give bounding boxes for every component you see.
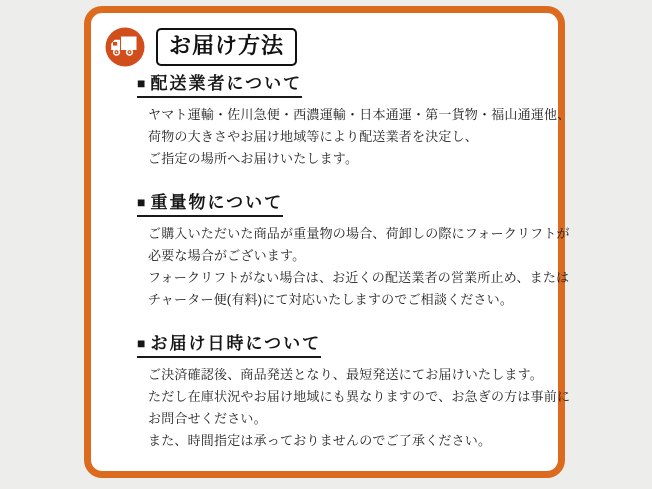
square-bullet-icon: ■ [137,194,148,210]
section-heading [137,188,283,217]
delivery-truck-icon [105,27,145,67]
body-line: ご指定の場所へお届けいたします。 [148,151,359,166]
body-line: 必要な場合がございます。 [148,248,306,263]
body-line: ご購入いただいた商品が重量物の場合、荷卸しの際にフォークリフトが [148,226,570,241]
body-line: チャーター便(有料)にて対応いたしますのでご相談ください。 [148,292,514,307]
square-bullet-icon: ■ [137,75,148,91]
panel-header [105,27,558,67]
section [137,188,570,311]
section-heading-text: 配送業者について [150,74,303,93]
section [137,329,571,452]
square-bullet-icon: ■ [137,335,148,351]
delivery-info-panel [84,6,571,478]
section-body [148,104,571,170]
sections [137,69,571,452]
body-line: また、時間指定は承っておりませんのでご了承ください。 [148,433,492,448]
section-heading-text: 重量物について [150,193,284,212]
body-line: フォークリフトがない場合は、お近くの配送業者の営業所止め、または [148,270,570,285]
section-heading-text: お届け日時について [150,334,322,353]
section [137,69,571,170]
section-heading [137,329,321,358]
body-line: ヤマト運輸・佐川急便・西濃運輸・日本通運・第一貨物・福山通運他、 [148,107,571,122]
section-heading [137,69,302,98]
body-line: ご決済確認後、商品発送となり、最短発送にてお届けいたします。 [148,367,543,382]
body-line: 荷物の大きさやお届け地域等により配送業者を決定し、 [148,129,479,144]
section-body [148,223,570,311]
page-title: お届け方法 [156,28,297,66]
body-line: お問合せください。 [148,411,267,426]
section-body [148,364,571,452]
body-line: ただし在庫状況やお届け地域にも異なりますので、お急ぎの方は事前に [148,389,571,404]
